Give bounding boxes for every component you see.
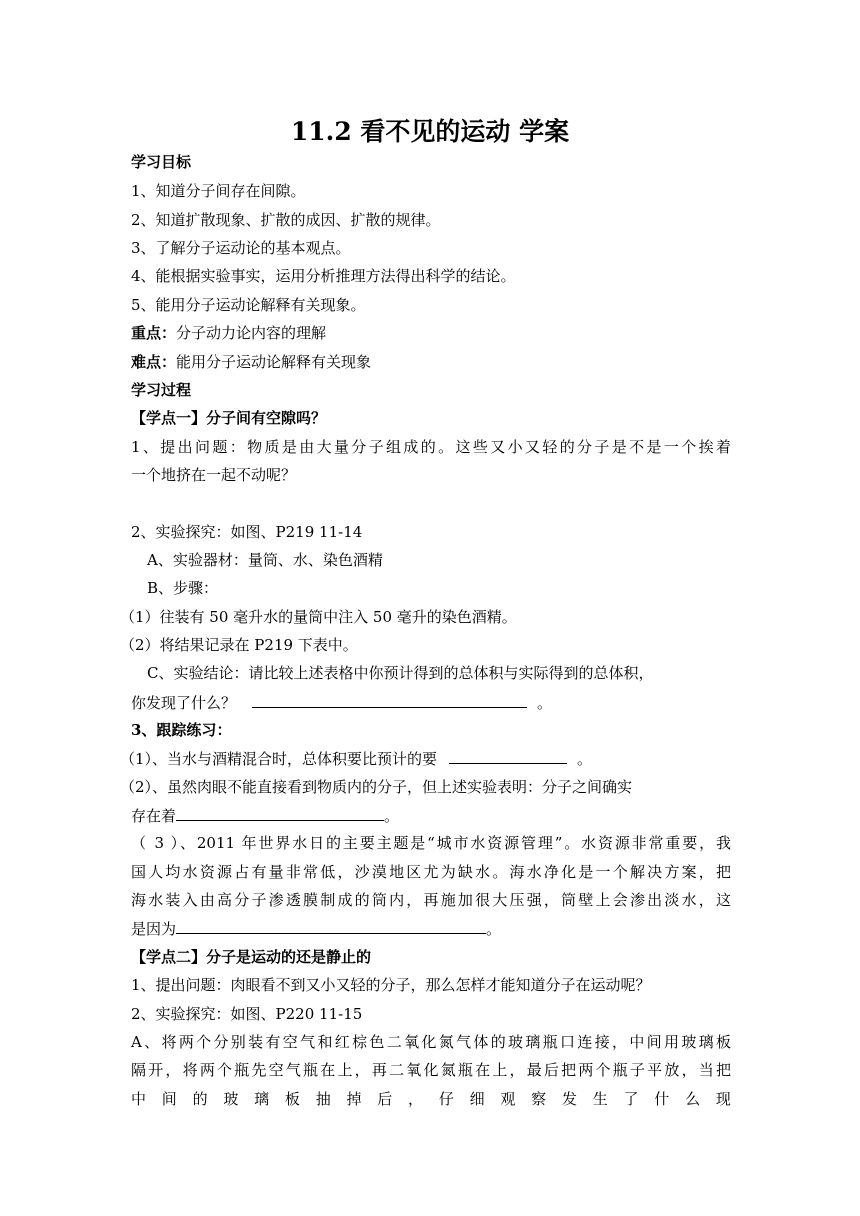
goal-item: 4、能根据实验事实，运用分析推理方法得出科学的结论。 xyxy=(131,267,516,285)
p2-a-line3 xyxy=(131,1089,731,1109)
p1-materials: A、实验器材：量筒、水、染色酒精 xyxy=(147,551,383,569)
p1-step1: （1）往装有 50 毫升水的量筒中注入 50 毫升的染色酒精。 xyxy=(120,608,517,626)
practice-item-1 xyxy=(120,748,720,768)
spaced-char: 仔 xyxy=(438,1090,454,1108)
p1-conclusion-line1: C、实验结论：请比较上述表格中你预计得到的总体积与实际得到的总体积， xyxy=(147,664,654,682)
spaced-char: 察 xyxy=(531,1090,547,1108)
period: 。 xyxy=(384,807,400,825)
spaced-char: 抽 xyxy=(315,1090,331,1108)
spaced-char: 玻 xyxy=(223,1090,239,1108)
goal-item: 2、知道扩散现象、扩散的成因、扩散的规律。 xyxy=(131,211,441,229)
practice-item-3-line1: （ 3 ）、2011 年世界水日的主要主题是“城市水资源管理”。水资源非常重要，我 xyxy=(131,834,731,852)
spaced-char: 了 xyxy=(623,1090,639,1108)
p1-question-line1: 1、提出问题：物质是由大量分子组成的。这些又小又轻的分子是不是一个挨着 xyxy=(131,438,731,456)
p2-experiment: 2、实验探究：如图、P220 11-15 xyxy=(131,1005,363,1023)
spaced-char: 发 xyxy=(561,1090,577,1108)
p2-a-line2: 隔开，将两个瓶先空气瓶在上，再二氧化氮瓶在上，最后把两个瓶子平放，当把 xyxy=(131,1061,731,1079)
p1-question-line2: 一个地挤在一起不动呢？ xyxy=(131,466,297,484)
key-point xyxy=(131,323,731,343)
spaced-char: 璃 xyxy=(254,1090,270,1108)
key-label: 重点： xyxy=(131,324,177,342)
p1-steps-label: B、步骤： xyxy=(147,579,219,597)
p2-a-line1: A、将两个分别装有空气和红棕色二氧化氮气体的玻璃瓶口连接，中间用玻璃板 xyxy=(131,1033,731,1051)
goal-item: 5、能用分子运动论解释有关现象。 xyxy=(131,296,366,314)
spaced-char: 间 xyxy=(161,1090,177,1108)
goals-heading: 学习目标 xyxy=(131,153,192,171)
answer-blank[interactable] xyxy=(252,692,527,708)
spaced-char: 观 xyxy=(500,1090,516,1108)
spaced-char: 后 xyxy=(377,1090,393,1108)
practice-item-3-line4 xyxy=(131,918,731,938)
point1-heading: 【学点一】分子间有空隙吗？ xyxy=(131,409,327,427)
practice-item-2-line1: （2）、虽然肉眼不能直接看到物质内的分子，但上述实验表明：分子之间确实 xyxy=(120,778,633,796)
spaced-char: 掉 xyxy=(346,1090,362,1108)
spaced-char: 生 xyxy=(592,1090,608,1108)
spaced-char: 么 xyxy=(685,1090,701,1108)
practice-item-3-text: 是因为 xyxy=(131,920,177,938)
process-heading: 学习过程 xyxy=(131,381,192,399)
practice-item-2-text: 存在着 xyxy=(131,807,177,825)
period: 。 xyxy=(537,694,553,712)
spaced-char: 中 xyxy=(131,1090,147,1108)
spaced-char: 板 xyxy=(284,1090,300,1108)
difficulty-label: 难点： xyxy=(131,353,177,371)
practice-item-3-line2: 国人均水资源占有量非常低，沙漠地区尤为缺水。海水净化是一个解决方案，把 xyxy=(131,863,731,881)
practice-item-3-line3: 海水装入由高分子渗透膜制成的筒内，再施加很大压强，筒壁上会渗出淡水，这 xyxy=(131,891,731,909)
answer-blank[interactable] xyxy=(449,748,567,764)
practice-heading: 3、跟踪练习： xyxy=(131,721,232,739)
p1-step2: （2）将结果记录在 P219 下表中。 xyxy=(120,636,358,654)
goal-item: 3、了解分子运动论的基本观点。 xyxy=(131,239,351,257)
p1-conclusion-line2 xyxy=(131,692,731,712)
p1-conclusion-question: 你发现了什么？ xyxy=(131,694,237,712)
point2-heading: 【学点二】分子是运动的还是静止的 xyxy=(131,948,372,966)
period: 。 xyxy=(486,920,502,938)
spaced-char: 什 xyxy=(654,1090,670,1108)
answer-blank[interactable] xyxy=(176,918,486,934)
goal-item: 1、知道分子间存在间隙。 xyxy=(131,182,306,200)
key-text: 分子动力论内容的理解 xyxy=(176,324,327,342)
p2-question: 1、提出问题：肉眼看不到又小又轻的分子，那么怎样才能知道分子在运动呢？ xyxy=(131,976,651,994)
spaced-char: ， xyxy=(408,1090,424,1108)
practice-item-1-text: （1）、当水与酒精混合时，总体积要比预计的要 xyxy=(120,750,438,768)
spaced-char: 的 xyxy=(192,1090,208,1108)
practice-item-2-line2 xyxy=(131,805,731,825)
spaced-char: 现 xyxy=(715,1090,731,1108)
page-title: 11.2 看不见的运动 学案 xyxy=(290,117,570,146)
difficulty-text: 能用分子运动论解释有关现象 xyxy=(176,353,372,371)
spaced-char: 细 xyxy=(469,1090,485,1108)
period: 。 xyxy=(577,750,593,768)
difficulty-point xyxy=(131,352,731,372)
p1-experiment: 2、实验探究：如图、P219 11-14 xyxy=(131,523,363,541)
answer-blank[interactable] xyxy=(176,805,384,821)
